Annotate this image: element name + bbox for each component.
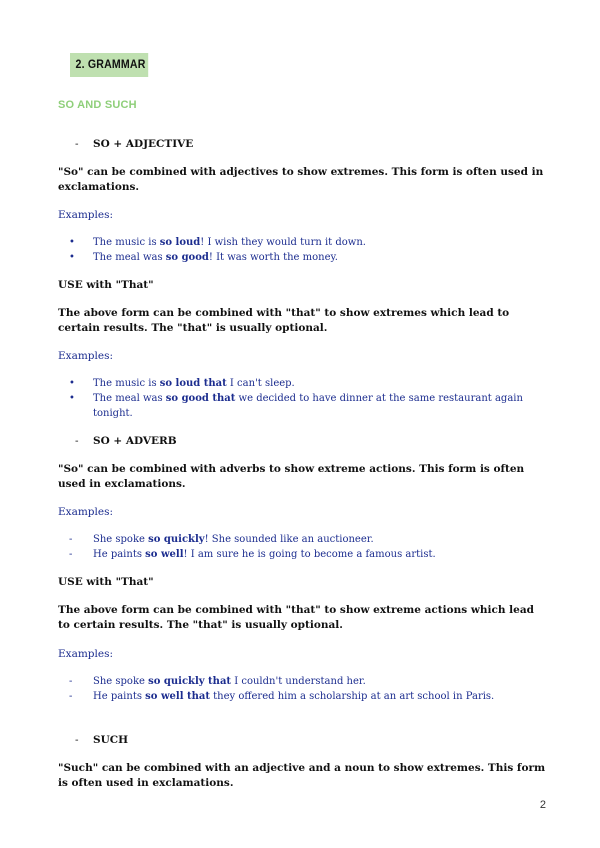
list-item: • The meal was so good! It was worth the money. xyxy=(69,252,338,263)
list-item: • The meal was so good that we decided to have dinner at the same restaurant again tonight. xyxy=(69,393,523,419)
so-adjective-title xyxy=(75,138,193,150)
section-heading: 2. GRAMMAR xyxy=(70,53,148,77)
list-item: - She spoke so quickly that I couldn't understand her. xyxy=(69,676,366,687)
so-adverb-title xyxy=(75,435,177,447)
such-description: "Such" can be combined with an adjective and a noun to show extremes. This form is often used in exclamations. xyxy=(58,762,546,789)
subheading: SO AND SUCH xyxy=(58,99,137,111)
bullet-marker: • xyxy=(69,237,75,248)
so-adjective-description: "So" can be combined with adjectives to show extremes. This form is often used in exclamations. xyxy=(58,166,544,193)
so-adjective-title-text: SO + ADJECTIVE xyxy=(93,138,194,150)
bullet-marker: • xyxy=(69,393,75,404)
such-title xyxy=(75,734,128,746)
bullet-marker: • xyxy=(69,378,75,389)
dash-marker: - xyxy=(75,734,79,746)
so-adjective-that-description: The above form can be combined with "that" to show extremes which lead to certain results. The "that" is usually optional. xyxy=(58,307,510,334)
examples-label: Examples: xyxy=(58,350,114,362)
list-item: - He paints so well! I am sure he is going to become a famous artist. xyxy=(69,549,436,560)
dash-marker: - xyxy=(69,676,73,687)
dash-marker: - xyxy=(69,549,73,560)
page-number: 2 xyxy=(539,799,546,811)
dash-marker: - xyxy=(69,691,73,702)
so-adjective-examples xyxy=(58,235,548,265)
so-adverb-that-description: The above form can be combined with "that" to show extreme actions which lead to certain results. The "that" is usually optional. xyxy=(58,604,535,631)
use-with-that-label: USE with "That" xyxy=(58,279,154,291)
list-item: • The music is so loud that I can't sleep. xyxy=(69,378,295,389)
examples-label: Examples: xyxy=(58,648,114,660)
use-with-that-label: USE with "That" xyxy=(58,576,154,588)
list-item: - She spoke so quickly! She sounded like an auctioneer. xyxy=(69,534,374,545)
list-item: • The music is so loud! I wish they would turn it down. xyxy=(69,237,366,248)
examples-label: Examples: xyxy=(58,506,114,518)
examples-label: Examples: xyxy=(58,209,114,221)
so-adverb-that-examples xyxy=(58,674,548,704)
so-adverb-description: "So" can be combined with adverbs to show extreme actions. This form is often used in exclamations. xyxy=(58,463,525,490)
dash-marker: - xyxy=(69,534,73,545)
so-adverb-title-text: SO + ADVERB xyxy=(93,435,177,447)
such-title-text: SUCH xyxy=(93,734,129,746)
so-adjective-that-examples xyxy=(58,376,548,421)
list-item: - He paints so well that they offered him a scholarship at an art school in Paris. xyxy=(69,691,495,702)
dash-marker: - xyxy=(75,435,79,447)
dash-marker: - xyxy=(75,138,79,150)
so-adverb-examples xyxy=(58,532,548,562)
bullet-marker: • xyxy=(69,252,75,263)
